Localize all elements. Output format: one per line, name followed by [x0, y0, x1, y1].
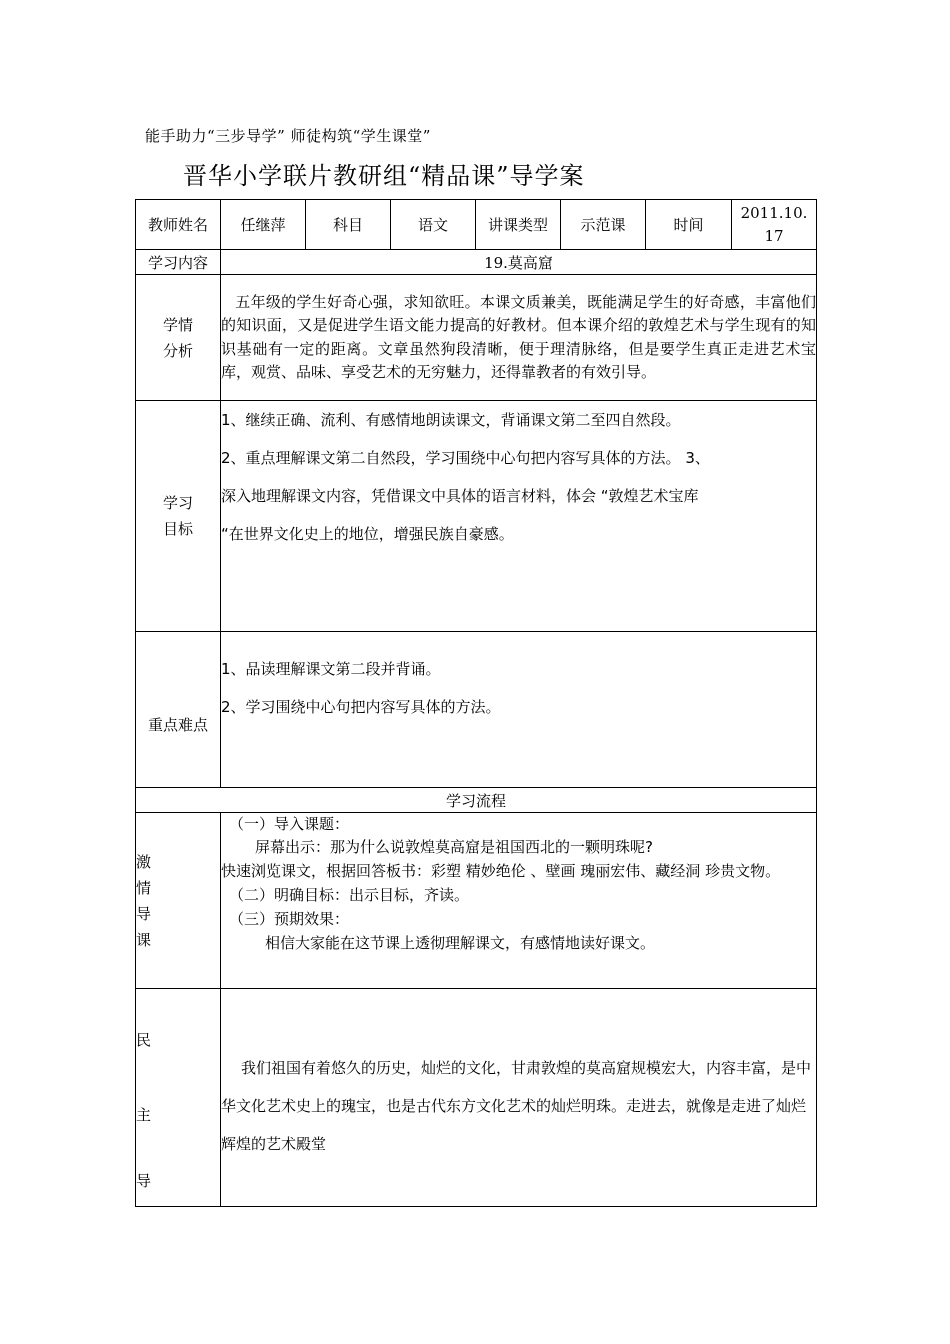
key-points-text: 1、品读理解课文第二段并背诵。 2、学习围绕中心句把内容写具体的方法。	[221, 632, 817, 788]
process-header-row	[136, 788, 817, 813]
intro-row	[136, 813, 817, 989]
time-value-line-1: 2011.10.	[740, 203, 808, 222]
analysis-text: 五年级的学生好奇心强，求知欲旺。本课文质兼美，既能满足学生的好奇感，丰富他们的知识面，又是促进学生语文能力提高的好教材。但本课介绍的敦煌艺术与学生现有的知识基础有一定的距离。文章虽然狗段清晰，便于理清脉络，但是要学生真正走进艺术宝库，观赏、品味、享受艺术的无穷魅力，还得靠教者的有效引导。	[221, 275, 817, 401]
analysis-row	[136, 275, 817, 401]
teacher-value: 任继萍	[221, 200, 306, 250]
key-points-row	[136, 632, 817, 788]
content-value: 19.莫高窟	[221, 250, 817, 275]
content-label: 学习内容	[136, 250, 221, 275]
time-label: 时间	[646, 200, 732, 250]
process-header: 学习流程	[136, 788, 817, 813]
democracy-text: 我们祖国有着悠久的历史，灿烂的文化，甘肃敦煌的莫高窟规模宏大，内容丰富，是中华文化艺术史上的瑰宝，也是古代东方文化艺术的灿烂明珠。走进去，就像是走进了灿烂辉煌的艺术殿堂	[221, 989, 817, 1207]
time-value	[732, 200, 817, 250]
page-title: 晋华小学联片教研组“精品课”导学案	[183, 162, 585, 190]
teacher-label: 教师姓名	[136, 200, 221, 250]
lesson-type-label: 讲课类型	[476, 200, 561, 250]
analysis-label: 学情 分析	[136, 275, 221, 401]
subject-label: 科目	[306, 200, 391, 250]
democracy-row	[136, 989, 817, 1207]
democracy-label: 民 主 导	[136, 989, 221, 1207]
goals-label: 学习 目标	[136, 401, 221, 632]
intro-text: （一）导入课题： 屏幕出示：那为什么说敦煌莫高窟是祖国西北的一颗明珠呢? 快速浏览课文，根据回答板书：彩塑 精妙绝伦 、壁画 瑰丽宏伟、藏经洞 珍贵文物。 （二）明确目标：出示目标，齐读。 （三）预期效果： 相信大家能在这节课上透彻理解课文，有感情地读好课文。	[221, 813, 817, 989]
goals-row	[136, 401, 817, 632]
content-row	[136, 250, 817, 275]
subject-value: 语文	[391, 200, 476, 250]
intro-label: 激 情 导 课	[136, 813, 221, 989]
lesson-plan-table	[135, 199, 817, 1207]
time-value-line-2: 17	[764, 226, 784, 245]
key-points-label: 重点难点	[136, 632, 221, 788]
info-row	[136, 200, 817, 250]
goals-text: 1、继续正确、流利、有感情地朗读课文，背诵课文第二至四自然段。 2、重点理解课文第二自然段，学习围绕中心句把内容写具体的方法。 3、 深入地理解课文内容，凭借课文中具体的语言材料，体会 “敦煌艺术宝库 “在世界文化史上的地位，增强民族自豪感。	[221, 401, 817, 632]
header-slogan: 能手助力“三步导学” 师徒构筑“学生课堂”	[145, 127, 431, 145]
lesson-type-value: 示范课	[561, 200, 646, 250]
